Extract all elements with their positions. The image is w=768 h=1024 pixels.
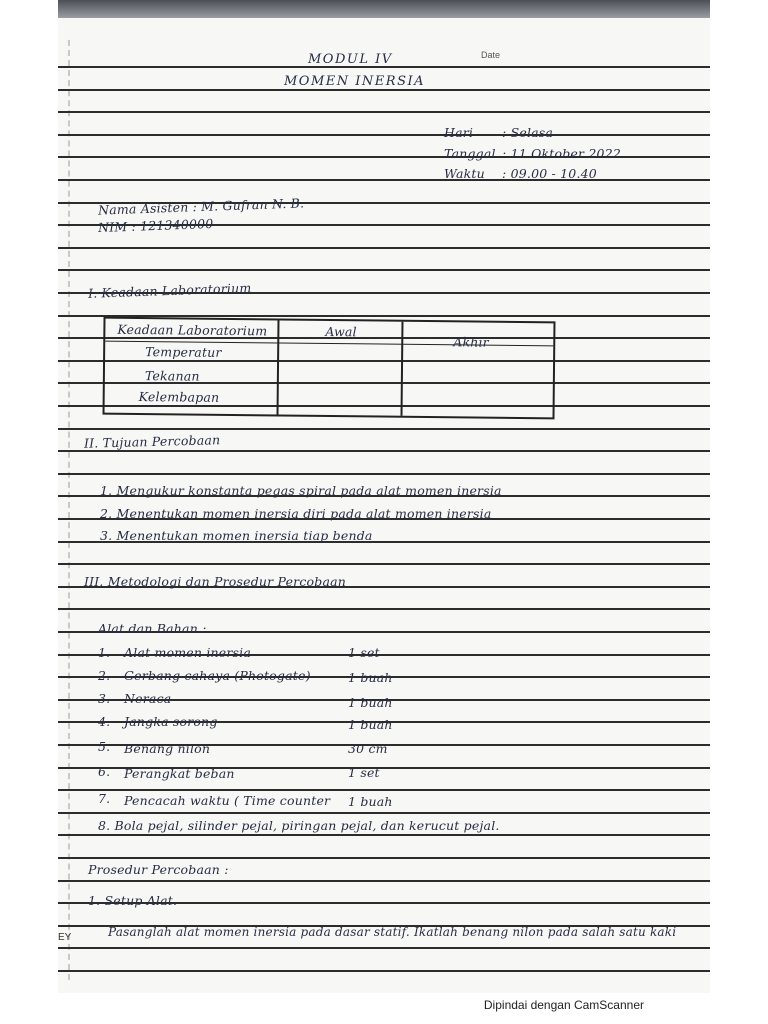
ruled-line [58, 608, 710, 610]
schedule-time-value: : 09.00 - 10.40 [502, 166, 597, 181]
tool-name: Gerbang cahaya (Photogate) [124, 668, 311, 683]
section-1-heading: I. Keadaan Laboratorium [87, 280, 252, 301]
tool-name: Neraca [124, 691, 172, 706]
section-3-heading: III. Metodologi dan Prosedur Percobaan [84, 574, 347, 589]
tool-qty: 30 cm [348, 741, 388, 756]
table-row-humidity: Kelembapan [138, 389, 220, 405]
page-edge-mark: EY [58, 932, 72, 943]
margin-perforation [68, 40, 74, 980]
tool-qty: 1 buah [348, 794, 393, 809]
tool-no: 2. [98, 668, 111, 683]
tool-qty: 1 set [348, 765, 380, 780]
tool-name: Benang nilon [124, 741, 211, 756]
table-row-pressure: Tekanan [144, 368, 200, 384]
ruled-line [58, 428, 710, 430]
assistant-nim: NIM : 121340000 [97, 215, 214, 236]
objective-2: 2. Menentukan momen inersia diri pada alat momen inersia [100, 506, 492, 521]
schedule-date-label: Tanggal [444, 146, 496, 161]
tool-name: Alat momen inersia [124, 645, 252, 660]
printed-date-label: Date [481, 50, 501, 60]
ruled-line [58, 970, 710, 972]
ruled-line [58, 473, 710, 475]
schedule-day-value: : Selasa [502, 125, 554, 140]
ruled-line [58, 880, 710, 882]
table-header-end: Akhir [453, 334, 489, 350]
ruled-line [58, 269, 710, 271]
ruled-line [58, 247, 710, 249]
tool-item-8: 8. Bola pejal, silinder pejal, piringan pejal, dan kerucut pejal. [98, 818, 500, 833]
lab-conditions-table [102, 317, 555, 420]
notebook-page [58, 0, 710, 993]
section-2-heading: II. Tujuan Percobaan [83, 432, 221, 451]
table-header-start: Awal [325, 323, 357, 340]
procedure-step-1: 1. Setup Alat. [88, 893, 178, 908]
page-top-edge [58, 0, 710, 18]
schedule-day-label: Hari [444, 125, 474, 140]
tool-qty: 1 buah [348, 695, 393, 710]
ruled-line [58, 857, 710, 859]
procedure-heading: Prosedur Percobaan : [88, 862, 229, 877]
scanner-watermark: Dipindai dengan CamScanner [483, 998, 644, 1012]
table-row-temperature: Temperatur [145, 344, 222, 360]
ruled-line [58, 134, 710, 136]
assistant-name: Nama Asisten : M. Gufran N. B. [97, 195, 305, 218]
tool-name: Pencacah waktu ( Time counter [124, 793, 331, 808]
ruled-line [58, 834, 710, 836]
ruled-line [58, 563, 710, 565]
module-label: MODUL IV [308, 52, 393, 67]
schedule-time-label: Waktu [444, 166, 485, 181]
tool-no: 5. [98, 739, 111, 754]
tool-no: 1. [98, 645, 111, 660]
ruled-line [58, 179, 710, 181]
tool-name: Jangka sorong [124, 714, 218, 729]
tool-qty: 1 set [348, 645, 380, 660]
module-title: MOMEN INERSIA [284, 74, 425, 89]
table-header-condition: Keadaan Laboratorium [117, 321, 268, 339]
ruled-line [58, 812, 710, 814]
tool-no: 4. [98, 714, 111, 729]
ruled-line [58, 111, 710, 113]
tool-qty: 1 buah [348, 717, 393, 732]
tool-qty: 1 buah [348, 670, 393, 685]
procedure-step-1-text: Pasanglah alat momen inersia pada dasar statif. Ikatlah benang nilon pada salah satu kaki [108, 925, 677, 939]
objective-3: 3. Menentukan momen inersia tiap benda [100, 528, 373, 543]
tool-no: 7. [98, 791, 111, 806]
tool-no: 6. [98, 764, 111, 779]
ruled-line [58, 789, 710, 791]
tool-no: 3. [98, 691, 111, 706]
ruled-line [58, 947, 710, 949]
schedule-date-value: : 11 Oktober 2022 [502, 146, 621, 161]
objective-1: 1. Mengukur konstanta pegas spiral pada alat momen inersia [100, 483, 502, 498]
tools-heading: Alat dan Bahan : [98, 621, 207, 636]
ruled-line [58, 450, 710, 452]
ruled-line [58, 89, 710, 91]
tool-name: Perangkat beban [124, 766, 235, 781]
